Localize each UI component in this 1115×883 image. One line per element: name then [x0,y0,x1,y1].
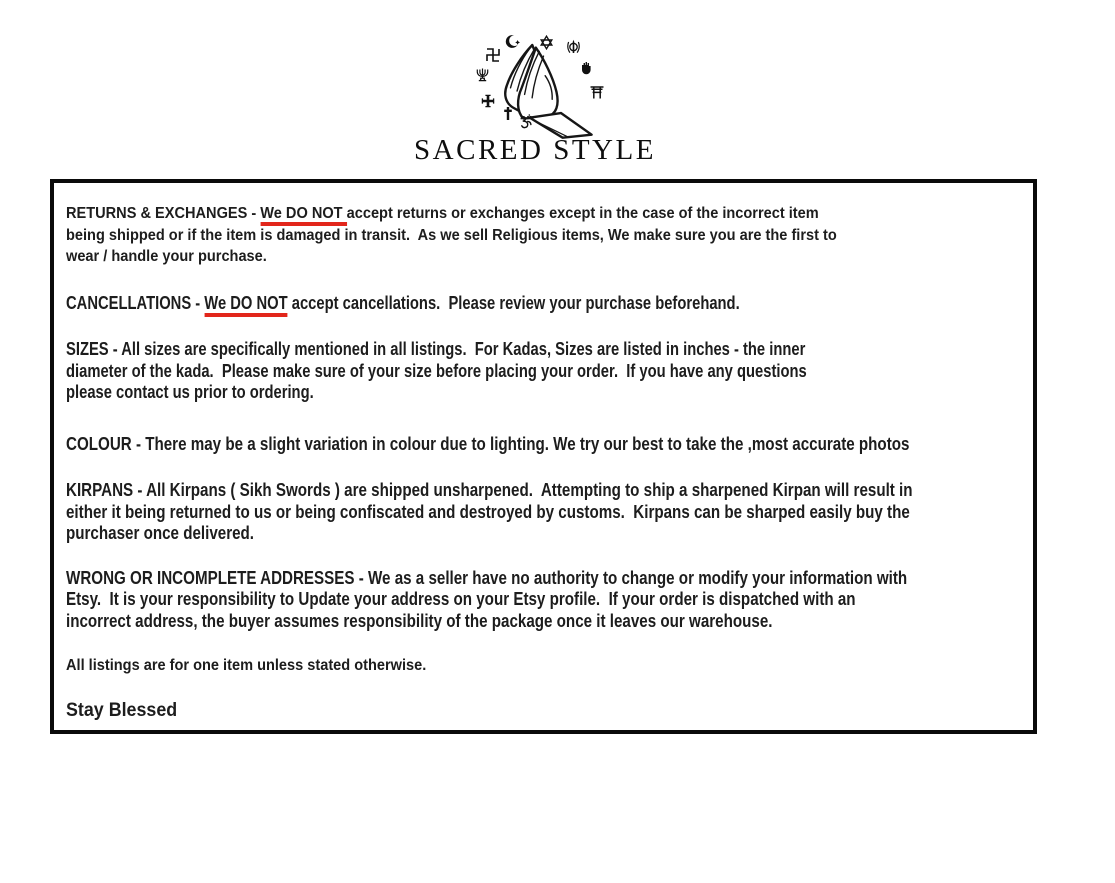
torii-gate-icon [589,85,605,100]
notice-line [66,203,966,225]
notice-paragraph [66,655,1023,677]
notice-line [66,432,910,455]
om-icon [518,114,534,129]
notice-line [66,522,851,544]
notice-line [66,382,851,404]
notice-line [66,479,913,501]
notice-box [50,179,1037,734]
brand-logo [460,30,620,140]
notice-text: accept cancellations. Please review your purchase beforehand. [287,292,740,313]
notice-paragraph [66,433,1023,455]
notice-text: wear / handle your purchase. [66,248,267,265]
notice-line [66,699,966,723]
notice-text: accept returns or exchanges except in the case of the incorrect item [346,205,819,222]
menorah-icon [475,67,490,82]
notice-line [66,293,851,315]
notice-text: Etsy. It is your responsibility to Update your address on your Etsy profile. If your order is dispatched with an [66,588,856,609]
notice-paragraph [66,479,1023,544]
notice-line [66,655,966,677]
swastika-icon [486,48,500,62]
notice-text: SIZES - All sizes are specifically mentioned in all listings. For Kadas, Sizes are listed in inches - the inner [66,339,806,359]
notice-paragraph [66,567,1023,632]
latin-cross-icon [501,106,515,121]
khanda-icon [566,39,581,54]
notice-line [66,566,908,589]
notice-text: please contact us prior to ordering. [66,382,314,402]
notice-text: Stay Blessed [66,699,178,721]
notice-text: either it being returned to us or being confiscated and destroyed by customs. Kirpans can be sharped easily buy the [66,500,910,522]
notice-paragraph [66,203,1023,268]
star-of-david-icon [539,35,554,50]
notice-line [66,339,851,361]
notice-line [66,610,851,632]
notice-text: COLOUR - There may be a slight variation in colour due to lighting. We try our best to take the ,most accurate photos [66,432,910,454]
ahimsa-hand-icon [579,61,593,75]
notice-paragraph [66,293,1023,315]
notice-line [66,500,910,523]
notice-text: purchaser once delivered. [66,522,255,543]
notice-text: KIRPANS - All Kirpans ( Sikh Swords ) are shipped unsharpened. Attempting to ship a sharpened Kirpan will result in [66,479,913,500]
notice-paragraph [66,699,1023,723]
cross-pattee-icon [481,94,495,108]
notice-text: WRONG OR INCOMPLETE ADDRESSES - We as a seller have no authority to change or modify your information with [66,566,908,588]
notice-paragraph [66,339,1023,404]
brand-title: SACRED STYLE [414,134,656,166]
notice-text: incorrect address, the buyer assumes responsibility of the package once it leaves our warehouse. [66,609,773,631]
red-underlined-text: We DO NOT [204,293,287,317]
star-and-crescent-icon [505,33,522,50]
notice-text: diameter of the kada. Please make sure of your size before placing your order. If you have any questions [66,360,807,381]
notice-line [66,361,851,383]
notice-text: All listings are for one item unless stated otherwise. [66,657,427,674]
notice-line [66,588,856,610]
notice-line [66,225,966,247]
red-underlined-text: We DO NOT [260,205,346,226]
notice-text: RETURNS & EXCHANGES - [66,205,261,222]
notice-line [66,246,966,268]
notice-text: being shipped or if the item is damaged in transit. As we sell Religious items, We make sure you are the first to [66,226,837,244]
notice-text: CANCELLATIONS - [66,292,205,313]
